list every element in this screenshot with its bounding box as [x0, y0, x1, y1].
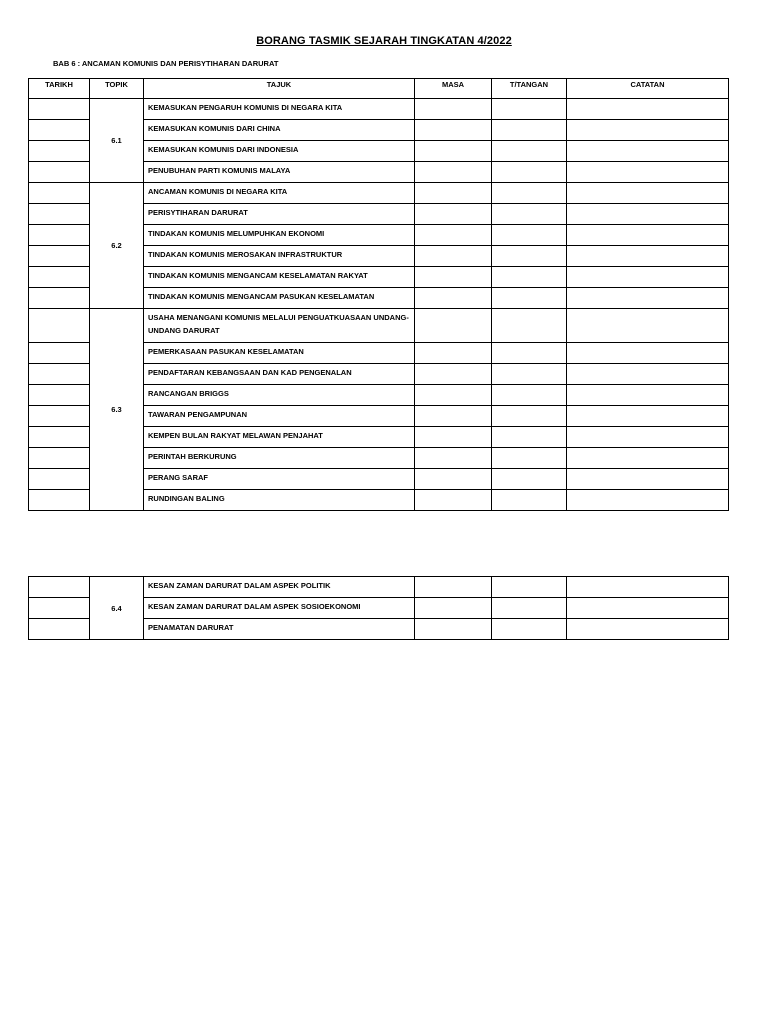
- tarikh-cell[interactable]: [29, 162, 90, 183]
- tajuk-cell: TINDAKAN KOMUNIS MENGANCAM KESELAMATAN RAKYAT: [144, 267, 415, 288]
- catatan-cell[interactable]: [567, 267, 729, 288]
- tarikh-cell[interactable]: [29, 343, 90, 364]
- masa-cell[interactable]: [415, 343, 492, 364]
- catatan-cell[interactable]: [567, 490, 729, 511]
- tarikh-cell[interactable]: [29, 225, 90, 246]
- masa-cell[interactable]: [415, 448, 492, 469]
- ttangan-cell[interactable]: [492, 288, 567, 309]
- tasmik-table-main: [28, 78, 729, 511]
- tajuk-cell: PENAMATAN DARURAT: [144, 619, 415, 640]
- table-row: [29, 309, 729, 343]
- ttangan-cell[interactable]: [492, 385, 567, 406]
- tarikh-cell[interactable]: [29, 99, 90, 120]
- catatan-cell[interactable]: [567, 385, 729, 406]
- table-row: [29, 99, 729, 120]
- page-title: BORANG TASMIK SEJARAH TINGKATAN 4/2022: [256, 35, 512, 47]
- tarikh-cell[interactable]: [29, 364, 90, 385]
- tajuk-cell: KEMPEN BULAN RAKYAT MELAWAN PENJAHAT: [144, 427, 415, 448]
- tarikh-cell[interactable]: [29, 267, 90, 288]
- ttangan-cell[interactable]: [492, 204, 567, 225]
- tajuk-cell: TINDAKAN KOMUNIS MEROSAKAN INFRASTRUKTUR: [144, 246, 415, 267]
- tajuk-cell: PERANG SARAF: [144, 469, 415, 490]
- ttangan-cell[interactable]: [492, 619, 567, 640]
- masa-cell[interactable]: [415, 309, 492, 343]
- tajuk-cell: PENUBUHAN PARTI KOMUNIS MALAYA: [144, 162, 415, 183]
- masa-cell[interactable]: [415, 364, 492, 385]
- header-masa: MASA: [415, 79, 492, 99]
- masa-cell[interactable]: [415, 162, 492, 183]
- tajuk-cell: PEMERKASAAN PASUKAN KESELAMATAN: [144, 343, 415, 364]
- header-row: [29, 79, 729, 99]
- tarikh-cell[interactable]: [29, 577, 90, 598]
- header-ttangan: T/TANGAN: [492, 79, 567, 99]
- ttangan-cell[interactable]: [492, 246, 567, 267]
- tajuk-cell: TINDAKAN KOMUNIS MENGANCAM PASUKAN KESELAMATAN: [144, 288, 415, 309]
- masa-cell[interactable]: [415, 406, 492, 427]
- masa-cell[interactable]: [415, 598, 492, 619]
- masa-cell[interactable]: [415, 577, 492, 598]
- tajuk-cell: TINDAKAN KOMUNIS MELUMPUHKAN EKONOMI: [144, 225, 415, 246]
- masa-cell[interactable]: [415, 183, 492, 204]
- catatan-cell[interactable]: [567, 343, 729, 364]
- catatan-cell[interactable]: [567, 288, 729, 309]
- topic-cell: 6.3: [90, 309, 144, 511]
- tarikh-cell[interactable]: [29, 246, 90, 267]
- ttangan-cell[interactable]: [492, 406, 567, 427]
- tajuk-cell: PENDAFTARAN KEBANGSAAN DAN KAD PENGENALAN: [144, 364, 415, 385]
- masa-cell[interactable]: [415, 469, 492, 490]
- catatan-cell[interactable]: [567, 406, 729, 427]
- catatan-cell[interactable]: [567, 469, 729, 490]
- ttangan-cell[interactable]: [492, 598, 567, 619]
- tajuk-cell: PERISYTIHARAN DARURAT: [144, 204, 415, 225]
- ttangan-cell[interactable]: [492, 577, 567, 598]
- tarikh-cell[interactable]: [29, 288, 90, 309]
- ttangan-cell[interactable]: [492, 364, 567, 385]
- tarikh-cell[interactable]: [29, 183, 90, 204]
- tarikh-cell[interactable]: [29, 598, 90, 619]
- catatan-cell[interactable]: [567, 364, 729, 385]
- masa-cell[interactable]: [415, 99, 492, 120]
- catatan-cell[interactable]: [567, 598, 729, 619]
- tasmik-table-6-4: [28, 576, 729, 640]
- masa-cell[interactable]: [415, 204, 492, 225]
- masa-cell[interactable]: [415, 427, 492, 448]
- topic-cell: 6.4: [90, 577, 144, 640]
- tarikh-cell[interactable]: [29, 120, 90, 141]
- ttangan-cell[interactable]: [492, 225, 567, 246]
- table-row: [29, 577, 729, 598]
- tajuk-cell: KEMASUKAN KOMUNIS DARI INDONESIA: [144, 141, 415, 162]
- header-topik: TOPIK: [90, 79, 144, 99]
- ttangan-cell[interactable]: [492, 267, 567, 288]
- masa-cell[interactable]: [415, 225, 492, 246]
- tarikh-cell[interactable]: [29, 619, 90, 640]
- header-tarikh: TARIKH: [29, 79, 90, 99]
- tajuk-cell: KESAN ZAMAN DARURAT DALAM ASPEK POLITIK: [144, 577, 415, 598]
- tajuk-cell: KEMASUKAN KOMUNIS DARI CHINA: [144, 120, 415, 141]
- masa-cell[interactable]: [415, 267, 492, 288]
- tarikh-cell[interactable]: [29, 385, 90, 406]
- table-row: [29, 183, 729, 204]
- ttangan-cell[interactable]: [492, 309, 567, 343]
- masa-cell[interactable]: [415, 120, 492, 141]
- tarikh-cell[interactable]: [29, 406, 90, 427]
- catatan-cell[interactable]: [567, 577, 729, 598]
- masa-cell[interactable]: [415, 490, 492, 511]
- catatan-cell[interactable]: [567, 183, 729, 204]
- tajuk-cell: RANCANGAN BRIGGS: [144, 385, 415, 406]
- ttangan-cell[interactable]: [492, 469, 567, 490]
- masa-cell[interactable]: [415, 246, 492, 267]
- header-catatan: CATATAN: [567, 79, 729, 99]
- masa-cell[interactable]: [415, 619, 492, 640]
- catatan-cell[interactable]: [567, 309, 729, 343]
- ttangan-cell[interactable]: [492, 162, 567, 183]
- ttangan-cell[interactable]: [492, 141, 567, 162]
- catatan-cell[interactable]: [567, 120, 729, 141]
- ttangan-cell[interactable]: [492, 490, 567, 511]
- topic-cell: 6.2: [90, 183, 144, 309]
- catatan-cell[interactable]: [567, 246, 729, 267]
- tarikh-cell[interactable]: [29, 469, 90, 490]
- ttangan-cell[interactable]: [492, 183, 567, 204]
- masa-cell[interactable]: [415, 141, 492, 162]
- topic-cell: 6.1: [90, 99, 144, 183]
- ttangan-cell[interactable]: [492, 448, 567, 469]
- catatan-cell[interactable]: [567, 427, 729, 448]
- catatan-cell[interactable]: [567, 99, 729, 120]
- tarikh-cell[interactable]: [29, 490, 90, 511]
- tajuk-cell: KEMASUKAN PENGARUH KOMUNIS DI NEGARA KITA: [144, 99, 415, 120]
- tarikh-cell[interactable]: [29, 309, 90, 343]
- tajuk-cell: RUNDINGAN BALING: [144, 490, 415, 511]
- masa-cell[interactable]: [415, 288, 492, 309]
- ttangan-cell[interactable]: [492, 99, 567, 120]
- ttangan-cell[interactable]: [492, 343, 567, 364]
- tajuk-cell: ANCAMAN KOMUNIS DI NEGARA KITA: [144, 183, 415, 204]
- catatan-cell[interactable]: [567, 141, 729, 162]
- catatan-cell[interactable]: [567, 225, 729, 246]
- masa-cell[interactable]: [415, 385, 492, 406]
- catatan-cell[interactable]: [567, 619, 729, 640]
- ttangan-cell[interactable]: [492, 427, 567, 448]
- tajuk-cell: PERINTAH BERKURUNG: [144, 448, 415, 469]
- header-tajuk: TAJUK: [144, 79, 415, 99]
- chapter-heading: BAB 6 : ANCAMAN KOMUNIS DAN PERISYTIHARAN DARURAT: [53, 59, 279, 68]
- catatan-cell[interactable]: [567, 162, 729, 183]
- tajuk-cell: KESAN ZAMAN DARURAT DALAM ASPEK SOSIOEKONOMI: [144, 598, 415, 619]
- tajuk-cell: TAWARAN PENGAMPUNAN: [144, 406, 415, 427]
- tajuk-cell: USAHA MENANGANI KOMUNIS MELALUI PENGUATKUASAAN UNDANG-UNDANG DARURAT: [144, 309, 415, 343]
- catatan-cell[interactable]: [567, 204, 729, 225]
- tarikh-cell[interactable]: [29, 448, 90, 469]
- ttangan-cell[interactable]: [492, 120, 567, 141]
- tarikh-cell[interactable]: [29, 204, 90, 225]
- tarikh-cell[interactable]: [29, 427, 90, 448]
- tarikh-cell[interactable]: [29, 141, 90, 162]
- catatan-cell[interactable]: [567, 448, 729, 469]
